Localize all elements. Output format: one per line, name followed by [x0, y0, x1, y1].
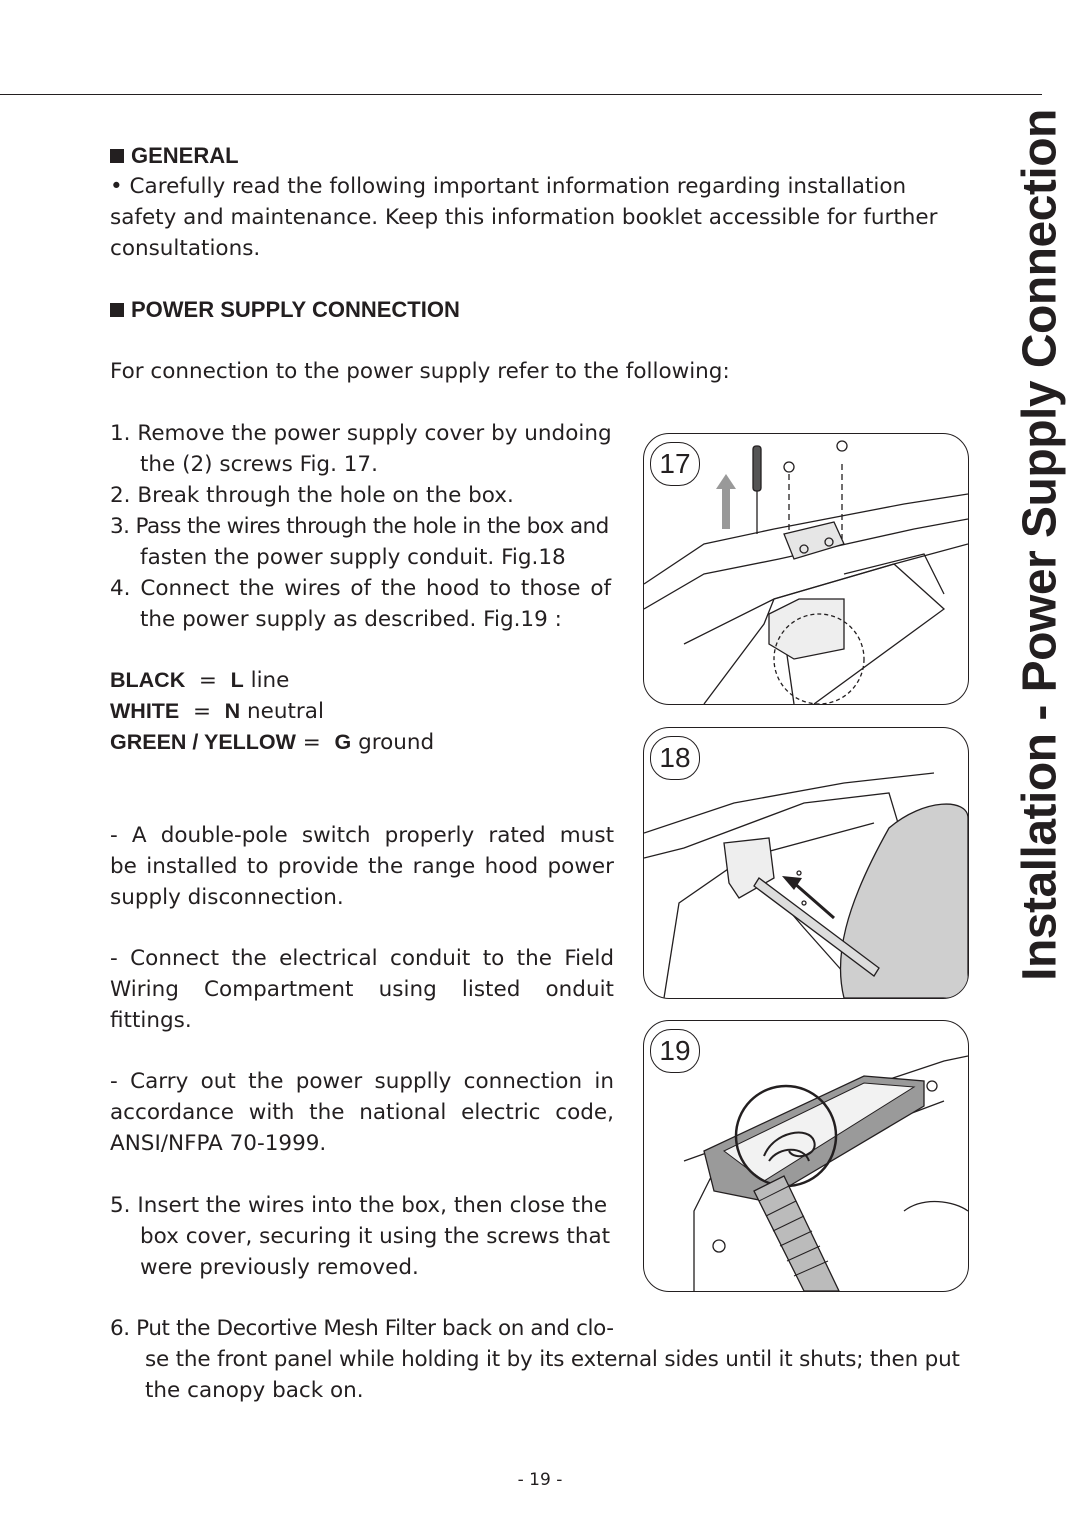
general-heading: GENERAL — [110, 143, 239, 169]
step-6-line-3: the canopy back on. — [145, 1378, 364, 1403]
step-1-line-2: the (2) screws Fig. 17. — [140, 452, 378, 477]
note-electrical-conduit: - Connect the electrical conduit to the Field Wiring Compartment using listed onduit fittings. — [110, 946, 614, 1033]
figure-18 — [643, 727, 969, 999]
step-6-line-1: 6. Put the Decortive Mesh Filter back on and clo- — [110, 1316, 614, 1341]
step-4-line-2: the power supply as described. Fig.19 : — [140, 607, 562, 632]
step-3-line-2: fasten the power supply conduit. Fig.18 — [140, 545, 566, 570]
section-side-title: Installation - Power Supply Connection — [1013, 109, 1067, 981]
bullet-square-icon — [110, 303, 124, 317]
general-line-2: safety and maintenance. Keep this information booklet accessible for further — [110, 205, 938, 230]
bullet-square-icon — [110, 149, 124, 163]
power-heading: POWER SUPPLY CONNECTION — [110, 297, 460, 323]
header-rule — [0, 94, 1042, 95]
step-6-line-2: se the front panel while holding it by its external sides until it shuts; then put — [145, 1347, 960, 1372]
wiring-row-black: BLACK = L line — [110, 668, 290, 693]
power-intro: For connection to the power supply refer to the following: — [110, 359, 730, 384]
general-line-3: consultations. — [110, 236, 261, 261]
figure-18-number: 18 — [650, 736, 700, 780]
step-5-line-1: 5. Insert the wires into the box, then close the — [110, 1193, 608, 1218]
step-3-line-1: 3. Pass the wires through the hole in the box and — [110, 514, 609, 539]
step-5-line-3: were previously removed. — [140, 1255, 419, 1280]
step-2: 2. Break through the hole on the box. — [110, 483, 514, 508]
page-number: - 19 - — [517, 1470, 563, 1490]
step-1-line-1: 1. Remove the power supply cover by undoing — [110, 421, 612, 446]
figure-19 — [643, 1020, 969, 1292]
figure-17 — [643, 433, 969, 705]
step-5-line-2: box cover, securing it using the screws that — [140, 1224, 611, 1249]
note-electric-code: - Carry out the power supplly connection in accordance with the national electric code, ANSI/NFPA 70-1999. — [110, 1069, 614, 1156]
figure-17-number: 17 — [650, 442, 700, 486]
note-double-pole-switch: - A double-pole switch properly rated must be installed to provide the range hood power supply disconnection. — [110, 823, 614, 910]
wiring-row-white: WHITE = N neutral — [110, 699, 324, 724]
step-4-line-1: 4. Connect the wires of the hood to those of — [110, 576, 612, 601]
general-line-1: • Carefully read the following important information regarding installation — [110, 174, 907, 199]
figure-19-number: 19 — [650, 1029, 700, 1073]
wiring-row-green-yellow: GREEN / YELLOW = G ground — [110, 730, 435, 755]
